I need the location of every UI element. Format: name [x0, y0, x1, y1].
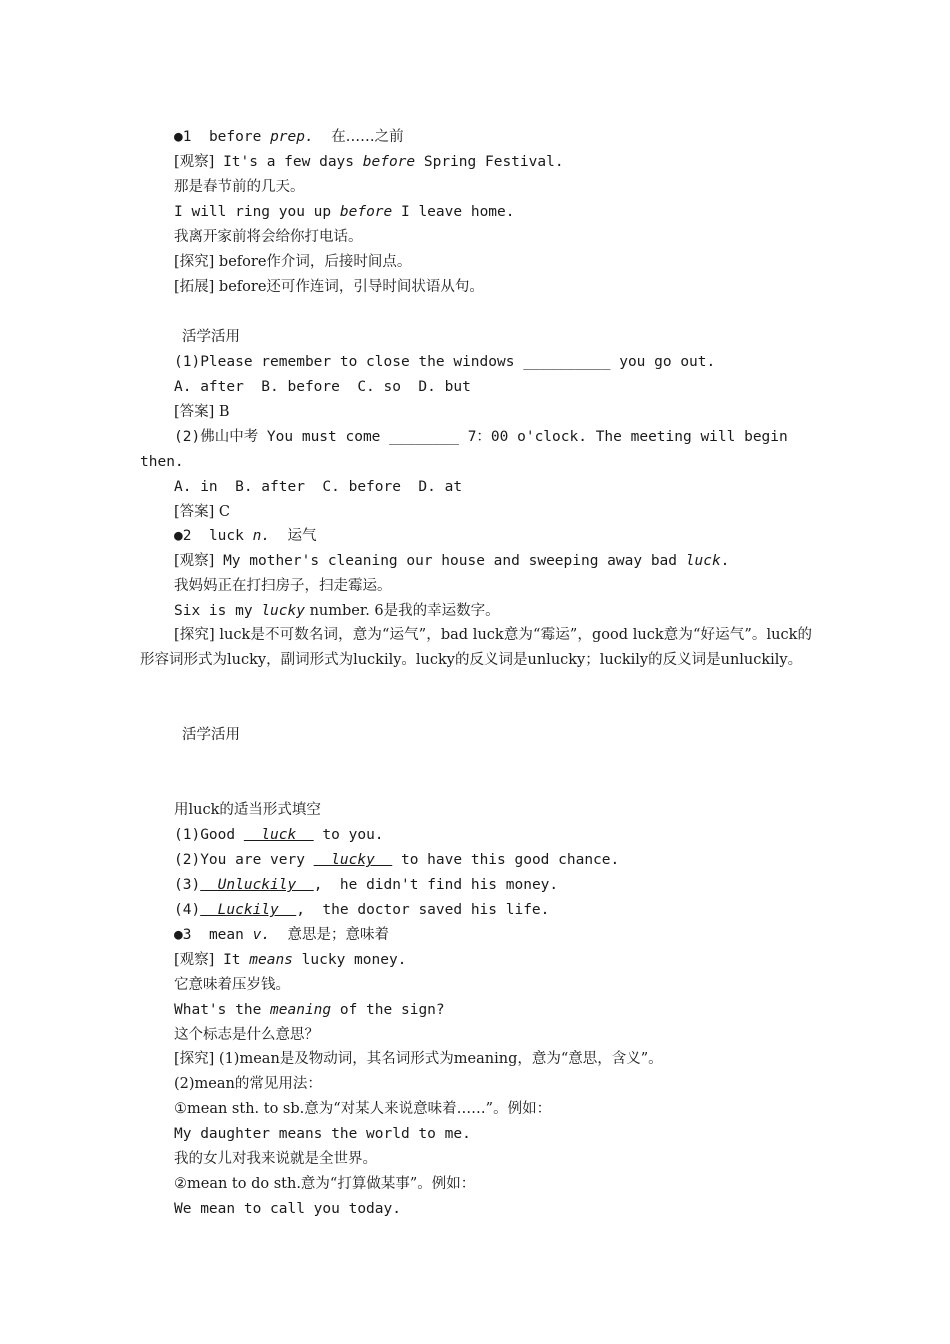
example-translation: 我离开家前将会给你打电话。 — [174, 229, 363, 245]
fill-blank-item: (4) Luckily , the doctor saved his life. — [174, 902, 550, 918]
fill-blank-item: (3) Unluckily , he didn't find his money. — [174, 877, 559, 893]
entry-heading-mean — [174, 925, 389, 945]
headword: luck — [208, 528, 244, 544]
explore-note: [探究] luck是不可数名词，意为“运气”，bad luck意为“霉运”，good luck意为“好运气”。luck的形容词形式为lucky，副词形式为luckily。lucky的反义词是unlucky；luckily的反义词是unluckily。 — [140, 627, 812, 668]
exercise-options: A. in B. after C. before D. at — [174, 479, 463, 495]
headword-meaning: 在……之前 — [331, 129, 404, 145]
example-translation: 那是春节前的几天。 — [174, 179, 305, 195]
part-of-speech: prep. — [270, 129, 314, 145]
example-sentence: What's the meaning of the sign? — [174, 1002, 445, 1018]
part-of-speech: n. — [252, 528, 271, 544]
fill-blank-item: (2)You are very lucky to have this good chance. — [174, 852, 620, 868]
exercise-instruction: 用luck的适当形式填空 — [174, 802, 321, 818]
exercise-question: (1)Please remember to close the windows __________ you go out. — [174, 354, 716, 370]
filled-answer: Luckily — [200, 902, 297, 918]
example-translation: 我的女儿对我来说就是全世界。 — [174, 1151, 377, 1167]
example-translation: 它意味着压岁钱。 — [174, 977, 290, 993]
example-sentence: My daughter means the world to me. — [174, 1126, 471, 1142]
exercise-answer: [答案] C — [174, 504, 231, 520]
exercise-question-continued: then. — [140, 454, 184, 470]
observation-example: [观察] It's a few days before Spring Festival. — [174, 154, 564, 170]
part-of-speech: v. — [252, 927, 271, 943]
exercise-options: A. after B. before C. so D. but — [174, 379, 471, 395]
observation-example: [观察] My mother's cleaning our house and sweeping away bad luck. — [174, 553, 730, 569]
extend-note: [拓展] before还可作连词，引导时间状语从句。 — [174, 279, 484, 295]
bullet: ●1 — [174, 129, 192, 145]
bullet: ●3 — [174, 927, 192, 943]
entry-heading-luck — [174, 526, 317, 546]
usage-item: ①mean sth. to sb.意为“对某人来说意味着……”。例如： — [174, 1101, 552, 1117]
explore-note: [探究] (1)mean是及物动词，其名词形式为meaning，意为“意思，含义”。 — [174, 1051, 663, 1067]
headword: mean — [208, 927, 244, 943]
headword-meaning: 意思是；意味着 — [287, 927, 390, 943]
example-sentence: I will ring you up before I leave home. — [174, 204, 515, 220]
filled-answer: luck — [243, 827, 314, 843]
practice-heading: 活学活用 — [182, 727, 240, 743]
fill-blank-item: (1)Good luck to you. — [174, 827, 384, 843]
example-translation: 我妈妈正在打扫房子，扫走霉运。 — [174, 578, 392, 594]
headword: before — [208, 129, 262, 145]
explore-note: [探究] before作介词，后接时间点。 — [174, 254, 412, 270]
example-sentence: Six is my lucky number. 6是我的幸运数字。 — [174, 603, 500, 619]
practice-heading: 活学活用 — [182, 329, 240, 345]
entry-heading-before — [174, 127, 404, 147]
exercise-answer: [答案] B — [174, 404, 230, 420]
exercise-question: (2)佛山中考 You must come ________ 7：00 o'clock. The meeting will begin — [174, 429, 788, 445]
example-translation: 这个标志是什么意思？ — [174, 1027, 319, 1043]
example-sentence: We mean to call you today. — [174, 1201, 401, 1217]
filled-answer: lucky — [313, 852, 393, 868]
usage-item: ②mean to do sth.意为“打算做某事”。例如： — [174, 1176, 476, 1192]
bullet: ●2 — [174, 528, 192, 544]
observation-example: [观察] It means lucky money. — [174, 952, 407, 968]
filled-answer: Unluckily — [200, 877, 314, 893]
headword-meaning: 运气 — [287, 528, 317, 544]
usage-title: (2)mean的常见用法： — [174, 1076, 322, 1092]
